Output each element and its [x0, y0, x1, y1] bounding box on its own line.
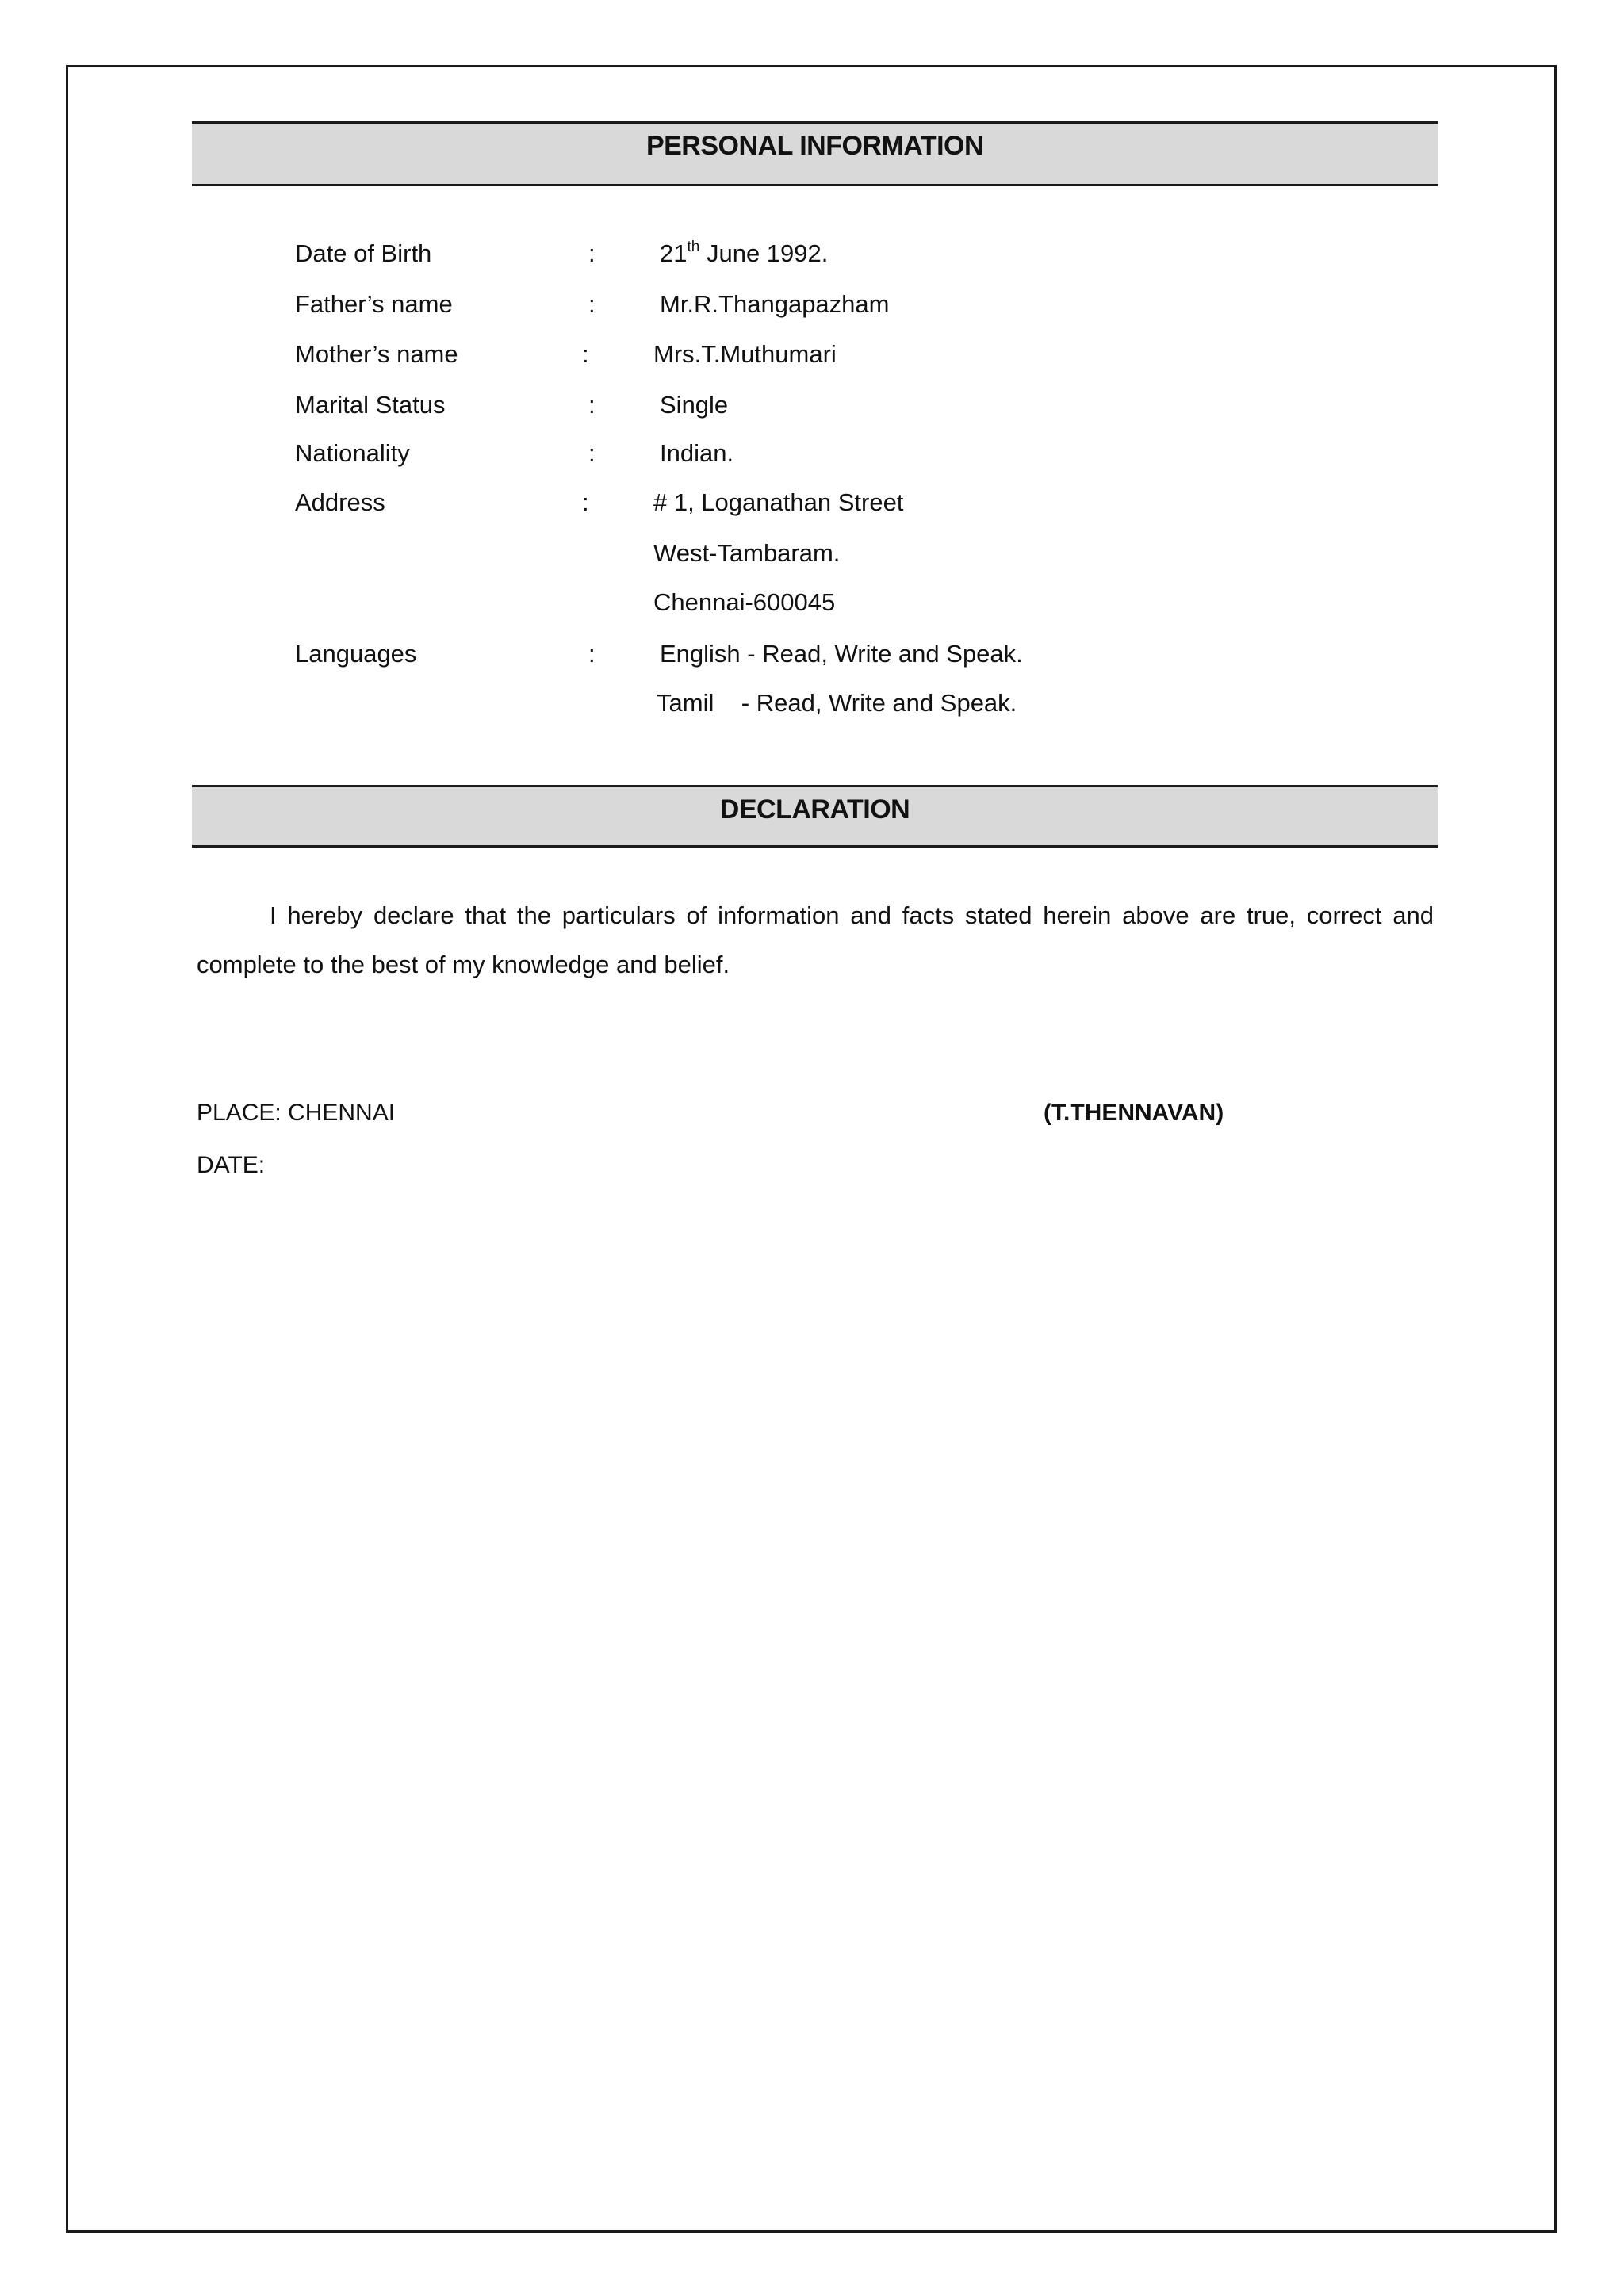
nationality-label: Nationality [295, 439, 410, 467]
mother-value: Mrs.T.Muthumari [653, 340, 837, 368]
signature-name: (T.THENNAVAN) [1044, 1100, 1224, 1126]
mother-label: Mother’s name [295, 340, 458, 368]
dob-value [660, 238, 828, 270]
marital-status-label: Marital Status [295, 391, 446, 419]
nationality-separator: : [588, 439, 596, 467]
address-line: Chennai-600045 [653, 588, 836, 616]
address-line: # 1, Loganathan Street [653, 488, 904, 516]
father-value: Mr.R.Thangapazham [660, 290, 890, 318]
address-line: West-Tambaram. [653, 539, 841, 567]
marital-status-separator: : [588, 391, 596, 419]
father-separator: : [588, 290, 596, 318]
marital-status-value: Single [660, 391, 729, 419]
dob-rest: June 1992. [699, 239, 829, 267]
address-separator: : [582, 488, 589, 516]
mother-separator: : [582, 340, 589, 368]
languages-separator: : [588, 640, 596, 668]
section-header-personal-information: PERSONAL INFORMATION [192, 121, 1438, 186]
section-header-declaration: DECLARATION [192, 785, 1438, 848]
language-line: English - Read, Write and Speak. [660, 640, 1023, 668]
dob-separator: : [588, 239, 596, 267]
father-label: Father’s name [295, 290, 453, 318]
declaration-text-line-1: I hereby declare that the particulars of information and facts stated herein above are true, correct and [270, 901, 1434, 929]
place-field: PLACE: CHENNAI [197, 1100, 396, 1126]
address-label: Address [295, 488, 385, 516]
page-border [66, 65, 1557, 2233]
dob-day: 21 [660, 239, 688, 267]
nationality-value: Indian. [660, 439, 734, 467]
dob-suffix: th [687, 239, 700, 255]
language-line: Tamil - Read, Write and Speak. [657, 689, 1017, 717]
date-field: DATE: [197, 1152, 266, 1178]
dob-label: Date of Birth [295, 239, 432, 267]
declaration-text-line-2: complete to the best of my knowledge and belief. [197, 951, 730, 978]
languages-label: Languages [295, 640, 417, 668]
